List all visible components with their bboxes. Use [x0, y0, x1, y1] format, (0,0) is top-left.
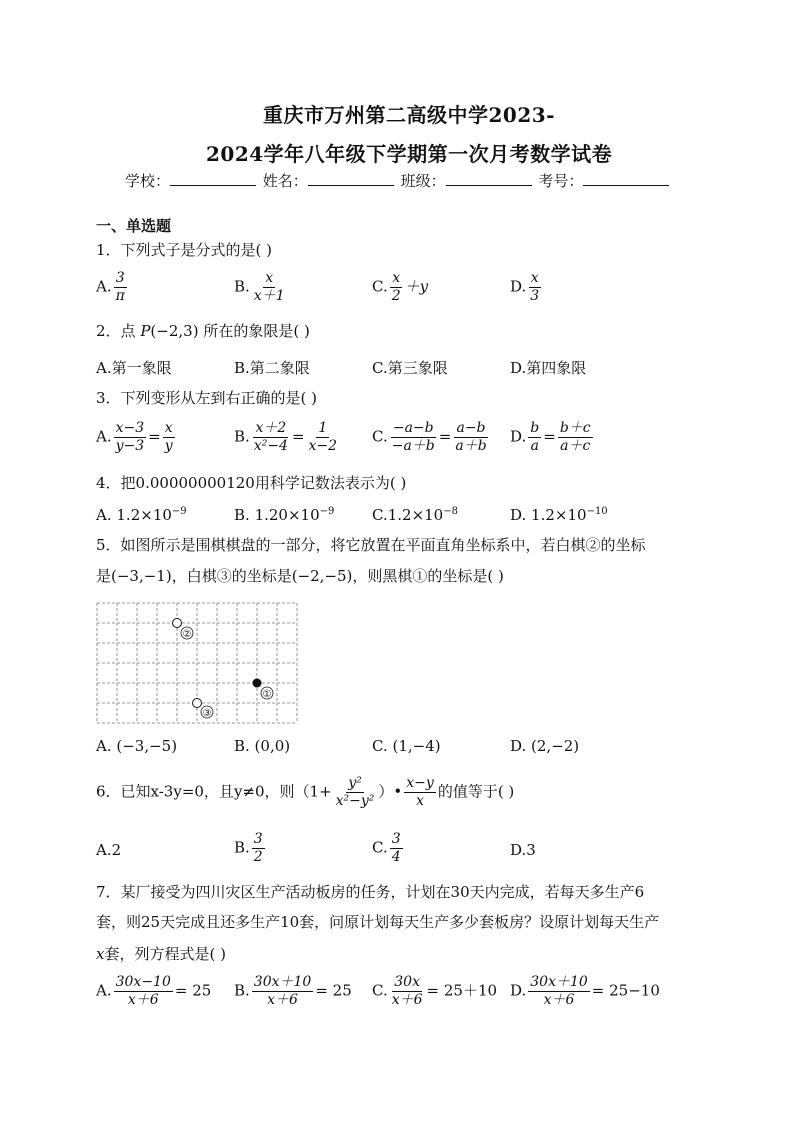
white-stone-3 [193, 699, 202, 708]
q4-stem: 4．把0.00000000120用科学记数法表示为( ) [96, 474, 407, 492]
q6-option-b[interactable]: B. $\frac{3}{2}$ [234, 831, 263, 865]
class-field[interactable] [446, 185, 532, 186]
name-field[interactable] [308, 185, 394, 186]
q7-line-3: x套，列方程式是( ) [96, 945, 226, 963]
exam-label: 考号： [538, 172, 584, 190]
exam-field[interactable] [583, 185, 669, 186]
q3-option-a[interactable]: A. $\frac{x-3}{y-3}$ = $\frac{x}{y}$ [96, 420, 173, 454]
info-line [125, 171, 671, 191]
section-heading: 一、单选题 [96, 217, 172, 235]
q4-option-b[interactable]: B. $1.20\times 10^{-9}$ [234, 506, 335, 524]
title-line-1: 重庆市万州第二高级中学2023- [263, 103, 555, 127]
q4-option-c[interactable]: $C.1.2\times 10^{-8}$ [372, 506, 458, 524]
q2-option-b[interactable]: B.第二象限 [234, 359, 310, 377]
q1-option-c[interactable]: C. $\frac{x}{2}$ ＋y [372, 270, 429, 304]
title-line-2: 2024学年八年级下学期第一次月考数学试卷 [206, 142, 613, 166]
name-label: 姓名： [262, 172, 308, 190]
q3-stem: 3．下列变形从左到右正确的是( ) [96, 389, 318, 407]
q4-option-d[interactable]: D. $1.2\times 10^{-10}$ [510, 506, 608, 524]
q5-option-a[interactable]: A. (−3,−5) [96, 737, 178, 755]
q7-line-1: 7．某厂接受为四川灾区生产活动板房的任务，计划在30天内完成，若每天多生产6 [96, 883, 645, 901]
q6-stem: 6．已知x-3y=0，且y≠0，则（1+ $\frac{\text{y²}}{\text{x²−y²}}$ ）• $\frac{x-y}{x}$ 的值等于( ) [96, 775, 515, 809]
school-field[interactable] [170, 185, 256, 186]
mark-2: ② [182, 629, 192, 640]
q1-option-a[interactable]: A. $\frac{3}{\pi}$ [96, 270, 125, 304]
q3-option-c[interactable]: C. $\frac{-a-b}{-a+b}$ = $\frac{a-b}{a+b}$ [372, 420, 487, 454]
q5-line-2: 是(−3,−1)，白棋③的坐标是(−2,−5)，则黑棋①的坐标是( ) [96, 567, 504, 585]
white-stone-2 [173, 619, 182, 628]
black-stone-1 [253, 679, 262, 688]
q1-option-b[interactable]: B. $\frac{x}{x+1}$ [234, 270, 285, 304]
q7-line-2: 套，则25天完成且还多生产10套，问原计划每天生产多少套板房？设原计划每天生产 [96, 913, 660, 931]
q3-option-d[interactable]: D. $\frac{b}{a}$ = $\frac{b+c}{a+c}$ [510, 420, 591, 454]
q2-option-c[interactable]: C.第三象限 [372, 359, 448, 377]
q2-option-d[interactable]: D.第四象限 [510, 359, 587, 377]
q6-option-c[interactable]: C. $\frac{3}{4}$ [372, 831, 401, 865]
mark-3: ③ [202, 708, 212, 719]
q6-option-a[interactable]: A.2 [96, 841, 122, 859]
mark-1: ① [262, 689, 272, 700]
q7-option-d[interactable]: D. $\frac{30x+10}{x+6}$ = 25−10 [510, 974, 660, 1008]
class-label: 班级： [400, 172, 446, 190]
q5-option-c[interactable]: C. (1,−4) [372, 737, 441, 755]
q7-option-c[interactable]: C. $\frac{30x}{x+6}$ = 25＋10 [372, 974, 498, 1008]
school-label: 学校： [125, 172, 171, 190]
q6-option-d[interactable]: D.3 [510, 841, 536, 859]
q4-option-a[interactable]: A. $1.2\times 10^{-9}$ [96, 506, 187, 524]
q1-stem: 1．下列式子是分式的是( ) [96, 241, 273, 259]
q7-option-a[interactable]: A. $\frac{30x-10}{x+6}$ = 25 [96, 974, 212, 1008]
go-board-figure [96, 602, 301, 725]
q5-option-b[interactable]: B. (0,0) [234, 737, 291, 755]
q5-line-1: 5．如图所示是围棋棋盘的一部分，将它放置在平面直角坐标系中，若白棋②的坐标 [96, 536, 646, 554]
q2-stem: 2．点 P(−2,3) 所在的象限是( ) [96, 322, 310, 340]
q1-option-d[interactable]: D. $\frac{x}{3}$ [510, 270, 540, 304]
q3-option-b[interactable]: B. $\frac{x+2}{\text{x²−4}}$ = $\frac{1}{x-2}$ [234, 420, 338, 454]
q5-option-d[interactable]: D. (2,−2) [510, 737, 580, 755]
q7-option-b[interactable]: B. $\frac{30x+10}{x+6}$ = 25 [234, 974, 352, 1008]
q2-option-a[interactable]: A.第一象限 [96, 359, 172, 377]
